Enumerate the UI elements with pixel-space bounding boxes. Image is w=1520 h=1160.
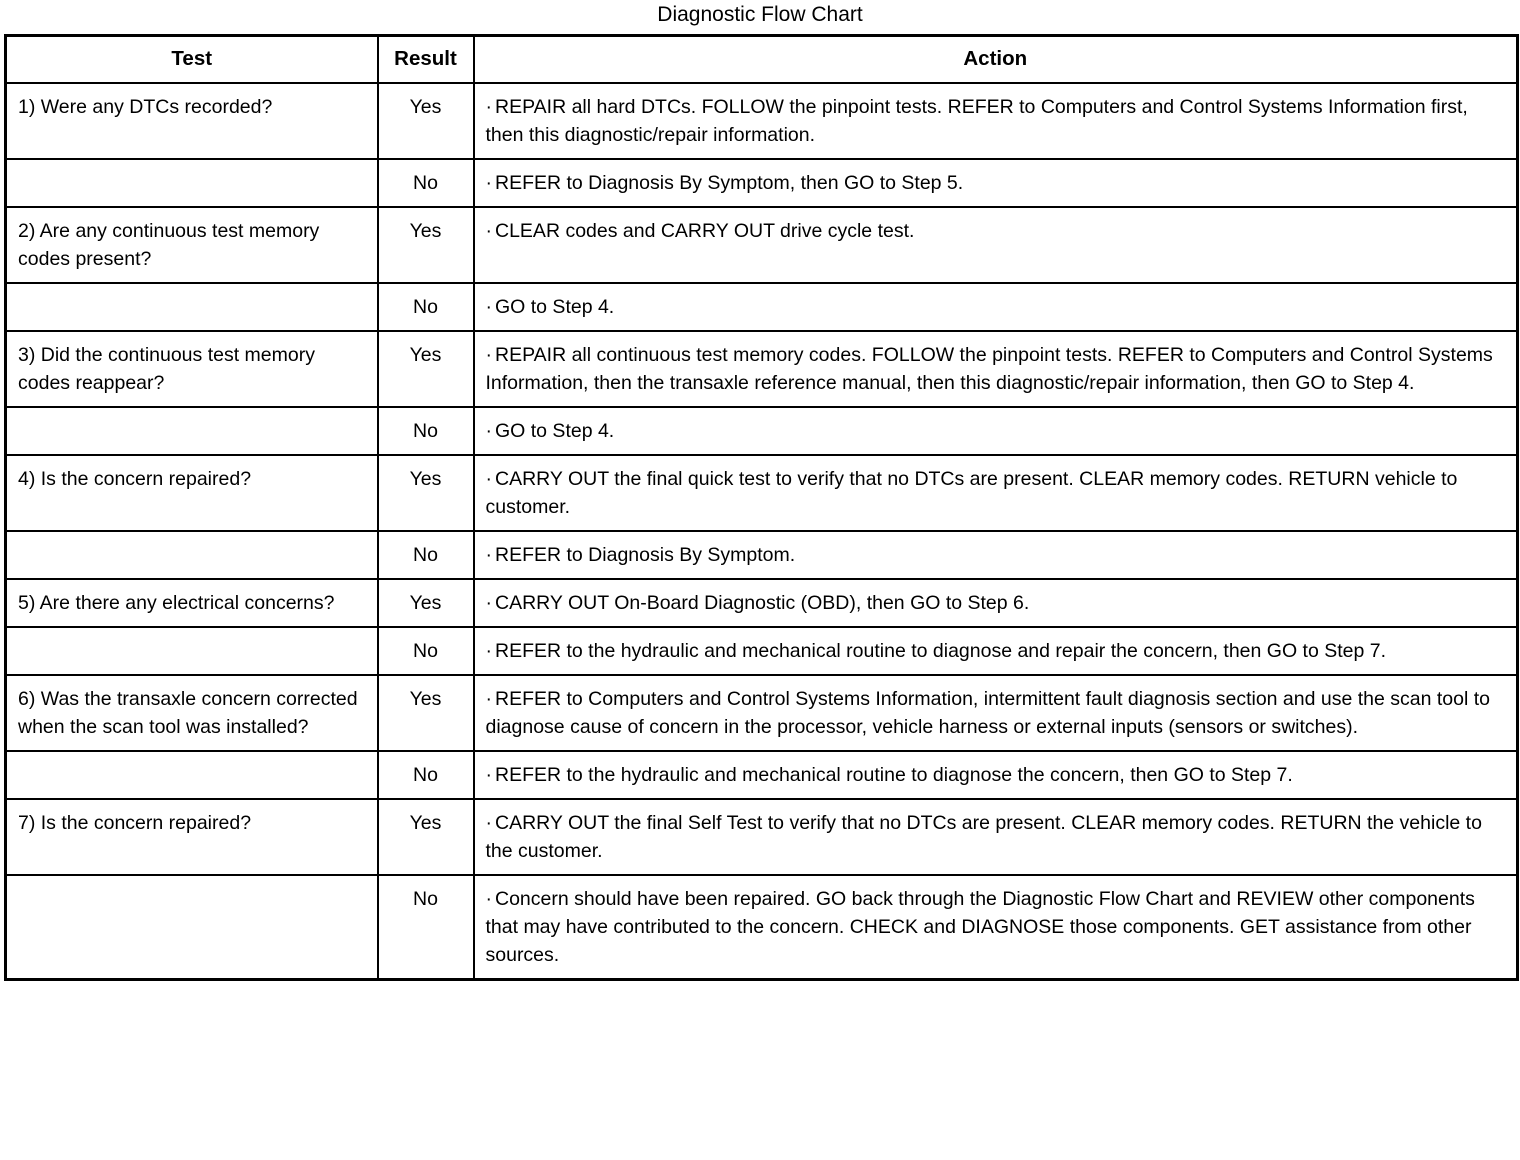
result-text: Yes <box>409 688 442 710</box>
test-text: 6) Was the transaxle concern corrected when the scan tool was installed? <box>18 688 358 738</box>
cell-action <box>474 799 1518 875</box>
cell-action <box>474 283 1518 331</box>
action-text: REFER to the hydraulic and mechanical routine to diagnose the concern, then GO to Step 7. <box>495 764 1293 786</box>
action-text: REFER to Computers and Control Systems Information, intermittent fault diagnosis section and use the scan tool to diagnose cause of concern in the processor, vehicle harness or external inputs (sensors or switches). <box>485 688 1490 738</box>
table-row <box>6 751 1518 799</box>
bullet-icon: · <box>485 420 492 442</box>
bullet-icon: · <box>485 812 492 834</box>
cell-result <box>378 207 474 283</box>
bullet-icon: · <box>485 592 492 614</box>
cell-action <box>474 751 1518 799</box>
cell-result <box>378 283 474 331</box>
cell-result <box>378 331 474 407</box>
bullet-icon: · <box>485 172 492 194</box>
table-row <box>6 579 1518 627</box>
table-row <box>6 283 1518 331</box>
cell-test <box>6 83 378 159</box>
table-row <box>6 159 1518 207</box>
bullet-icon: · <box>485 888 492 910</box>
result-text: No <box>413 544 438 566</box>
action-text: CARRY OUT On-Board Diagnostic (OBD), then GO to Step 6. <box>495 592 1030 614</box>
result-text: No <box>413 640 438 662</box>
cell-action <box>474 531 1518 579</box>
result-text: Yes <box>409 344 442 366</box>
table-header <box>6 36 1518 84</box>
action-text: GO to Step 4. <box>495 420 615 442</box>
table-row <box>6 207 1518 283</box>
action-text: CLEAR codes and CARRY OUT drive cycle test. <box>495 220 915 242</box>
cell-result <box>378 799 474 875</box>
action-text: CARRY OUT the final quick test to verify that no DTCs are present. CLEAR memory codes. RETURN vehicle to customer. <box>485 468 1458 518</box>
result-text: Yes <box>409 96 442 118</box>
bullet-icon: · <box>485 544 492 566</box>
table-header-row <box>6 36 1518 84</box>
table-row <box>6 407 1518 455</box>
column-header-action: Action <box>474 36 1518 84</box>
result-text: No <box>413 172 438 194</box>
action-text: REFER to Diagnosis By Symptom, then GO to Step 5. <box>495 172 964 194</box>
table-row <box>6 675 1518 751</box>
result-text: No <box>413 420 438 442</box>
action-text: REPAIR all continuous test memory codes. FOLLOW the pinpoint tests. REFER to Computers and Control Systems Information, then the transaxle reference manual, then this diagnostic/repair information, then GO to Step 4. <box>485 344 1493 394</box>
result-text: No <box>413 764 438 786</box>
cell-action <box>474 455 1518 531</box>
cell-result <box>378 675 474 751</box>
cell-result <box>378 531 474 579</box>
table-row <box>6 531 1518 579</box>
cell-result <box>378 751 474 799</box>
cell-result <box>378 407 474 455</box>
bullet-icon: · <box>485 640 492 662</box>
table-row <box>6 875 1518 980</box>
cell-result <box>378 455 474 531</box>
cell-action <box>474 579 1518 627</box>
table-body <box>6 83 1518 980</box>
cell-test <box>6 579 378 627</box>
test-text: 5) Are there any electrical concerns? <box>18 592 335 614</box>
cell-test <box>6 159 378 207</box>
test-text: 3) Did the continuous test memory codes reappear? <box>18 344 315 394</box>
cell-action <box>474 207 1518 283</box>
bullet-icon: · <box>485 96 492 118</box>
action-text: REFER to Diagnosis By Symptom. <box>495 544 796 566</box>
test-text: 2) Are any continuous test memory codes present? <box>18 220 320 270</box>
result-text: Yes <box>409 592 442 614</box>
action-text: GO to Step 4. <box>495 296 615 318</box>
table-row <box>6 799 1518 875</box>
result-text: Yes <box>409 468 442 490</box>
cell-test <box>6 799 378 875</box>
column-header-test: Test <box>6 36 378 84</box>
table-row <box>6 455 1518 531</box>
column-header-result: Result <box>378 36 474 84</box>
cell-action <box>474 407 1518 455</box>
cell-test <box>6 627 378 675</box>
cell-test <box>6 283 378 331</box>
table-row <box>6 83 1518 159</box>
cell-action <box>474 875 1518 980</box>
page-title: Diagnostic Flow Chart <box>657 3 863 26</box>
cell-action <box>474 627 1518 675</box>
test-text: 1) Were any DTCs recorded? <box>18 96 273 118</box>
bullet-icon: · <box>485 220 492 242</box>
cell-result <box>378 875 474 980</box>
cell-test <box>6 875 378 980</box>
cell-action <box>474 675 1518 751</box>
cell-action <box>474 83 1518 159</box>
result-text: No <box>413 296 438 318</box>
cell-action <box>474 331 1518 407</box>
bullet-icon: · <box>485 296 492 318</box>
bullet-icon: · <box>485 764 492 786</box>
action-text: REPAIR all hard DTCs. FOLLOW the pinpoint tests. REFER to Computers and Control Systems Information first, then this diagnostic/repair information. <box>485 96 1468 146</box>
cell-result <box>378 627 474 675</box>
cell-result <box>378 579 474 627</box>
diagnostic-flow-chart-table <box>4 34 1519 981</box>
table-row <box>6 331 1518 407</box>
cell-test <box>6 455 378 531</box>
cell-test <box>6 207 378 283</box>
action-text: REFER to the hydraulic and mechanical routine to diagnose and repair the concern, then GO to Step 7. <box>495 640 1387 662</box>
bullet-icon: · <box>485 468 492 490</box>
cell-test <box>6 331 378 407</box>
result-text: No <box>413 888 438 910</box>
test-text: 7) Is the concern repaired? <box>18 812 252 834</box>
bullet-icon: · <box>485 688 492 710</box>
result-text: Yes <box>409 220 442 242</box>
cell-result <box>378 83 474 159</box>
result-text: Yes <box>409 812 442 834</box>
table-row <box>6 627 1518 675</box>
cell-test <box>6 531 378 579</box>
test-text: 4) Is the concern repaired? <box>18 468 252 490</box>
cell-result <box>378 159 474 207</box>
bullet-icon: · <box>485 344 492 366</box>
action-text: Concern should have been repaired. GO back through the Diagnostic Flow Chart and REVIEW other components that may have contributed to the concern. CHECK and DIAGNOSE those components. GET assistance from other sources. <box>485 888 1475 966</box>
cell-test <box>6 675 378 751</box>
cell-test <box>6 407 378 455</box>
cell-action <box>474 159 1518 207</box>
action-text: CARRY OUT the final Self Test to verify that no DTCs are present. CLEAR memory codes. RETURN the vehicle to the customer. <box>485 812 1482 862</box>
cell-test <box>6 751 378 799</box>
